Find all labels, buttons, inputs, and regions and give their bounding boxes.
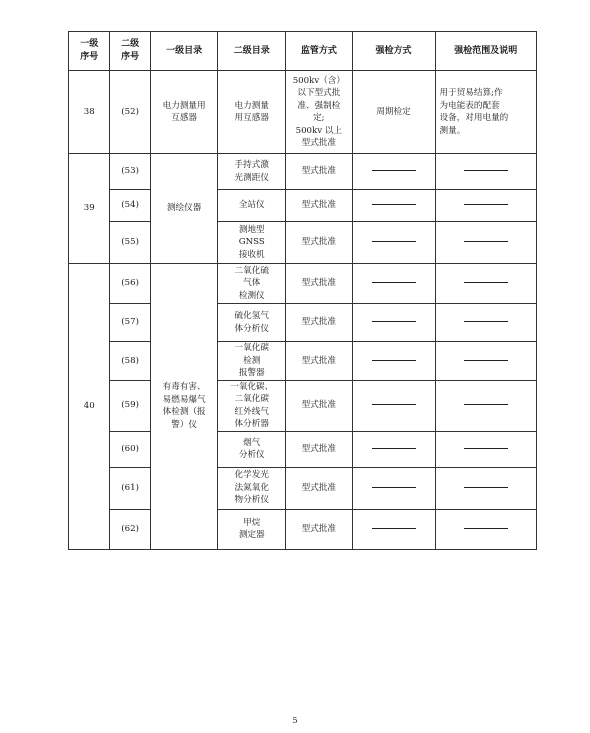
scope-note-cell [435,304,537,342]
dash-line [464,528,508,529]
inspection-mode-cell [352,380,435,431]
supervision-mode-cell: 500kv（含） 以下型式批 准、强制检 定; 500kv 以上 型式批准 [286,71,353,154]
dash-line [464,487,508,488]
level2-seq-cell: (60) [110,431,150,467]
inspection-mode-cell [352,304,435,342]
dash-line [372,404,416,405]
supervision-mode-cell: 型式批准 [286,222,353,264]
level2-catalog-cell: 化学发光 法氮氧化 物分析仪 [218,467,286,509]
supervision-mode-cell: 型式批准 [286,342,353,381]
level1-catalog-cell: 有毒有害、 易燃易爆气 体检测（报 警）仪 [150,264,218,550]
dash-line [372,241,416,242]
dash-line [372,170,416,171]
level2-seq-cell: (53) [110,154,150,190]
page-number: 5 [292,716,298,725]
supervision-mode-cell: 型式批准 [286,154,353,190]
inspection-mode-cell: 周期检定 [352,71,435,154]
dash-line [372,204,416,205]
level2-seq-cell: (52) [110,71,150,154]
table-row [69,509,537,549]
dash-line [372,321,416,322]
scope-note-cell [435,509,537,549]
dash-line [372,282,416,283]
header-level1-catalog: 一级目录 [150,32,218,71]
inspection-mode-cell [352,222,435,264]
table-row [69,71,537,154]
scope-note-cell [435,342,537,381]
catalog-table [68,31,537,550]
dash-line [464,321,508,322]
dash-line [372,360,416,361]
inspection-mode-cell [352,342,435,381]
dash-line [464,282,508,283]
supervision-mode-cell: 型式批准 [286,467,353,509]
dash-line [372,448,416,449]
level2-catalog-cell: 手持式激 光测距仪 [218,154,286,190]
table-row [69,190,537,222]
table-row [69,342,537,381]
header-level2-seq: 二级 序号 [110,32,150,71]
level1-seq-cell: 38 [69,71,110,154]
table-row [69,154,537,190]
header-scope-note: 强检范围及说明 [435,32,537,71]
level2-catalog-cell: 二氧化硫 气体 检测仪 [218,264,286,304]
scope-note-cell [435,154,537,190]
level2-catalog-cell: 测地型 GNSS 接收机 [218,222,286,264]
level2-catalog-cell: 全站仪 [218,190,286,222]
level2-seq-cell: (56) [110,264,150,304]
scope-note-cell [435,467,537,509]
dash-line [464,204,508,205]
inspection-mode-cell [352,509,435,549]
inspection-mode-cell [352,190,435,222]
supervision-mode-cell: 型式批准 [286,509,353,549]
supervision-mode-cell: 型式批准 [286,190,353,222]
level2-seq-cell: (62) [110,509,150,549]
level1-seq-cell: 40 [69,264,110,550]
scope-note-cell [435,431,537,467]
level2-seq-cell: (61) [110,467,150,509]
level1-seq-cell: 39 [69,154,110,264]
scope-note-cell [435,190,537,222]
supervision-mode-cell: 型式批准 [286,380,353,431]
supervision-mode-cell: 型式批准 [286,431,353,467]
scope-note-cell [435,222,537,264]
scope-note-cell: 用于贸易结算;作 为电能表的配套 设备，对用电量的 测量。 [435,71,537,154]
scope-note-cell [435,264,537,304]
level2-catalog-cell: 一氧化碳 检测 报警器 [218,342,286,381]
header-inspection-mode: 强检方式 [352,32,435,71]
dash-line [464,404,508,405]
table-header-row [69,32,537,71]
level2-catalog-cell: 电力测量 用互感器 [218,71,286,154]
level2-seq-cell: (57) [110,304,150,342]
level2-catalog-cell: 硫化氢气 体分析仪 [218,304,286,342]
table-row [69,264,537,304]
dash-line [372,487,416,488]
dash-line [464,170,508,171]
dash-line [464,448,508,449]
header-level1-seq: 一级 序号 [69,32,110,71]
level2-catalog-cell: 甲烷 测定器 [218,509,286,549]
level2-seq-cell: (54) [110,190,150,222]
inspection-mode-cell [352,264,435,304]
dash-line [464,360,508,361]
level2-seq-cell: (55) [110,222,150,264]
table-row [69,380,537,431]
level2-catalog-cell: 一氧化碳、 二氧化碳 红外线气 体分析器 [218,380,286,431]
inspection-mode-cell [352,431,435,467]
level1-catalog-cell: 电力测量用 互感器 [150,71,218,154]
table-row [69,431,537,467]
level2-catalog-cell: 烟气 分析仪 [218,431,286,467]
supervision-mode-cell: 型式批准 [286,304,353,342]
level2-seq-cell: (59) [110,380,150,431]
scope-note-cell [435,380,537,431]
supervision-mode-cell: 型式批准 [286,264,353,304]
table-row [69,304,537,342]
level2-seq-cell: (58) [110,342,150,381]
inspection-mode-cell [352,154,435,190]
table-row [69,467,537,509]
level1-catalog-cell: 测绘仪器 [150,154,218,264]
header-level2-catalog: 二级目录 [218,32,286,71]
header-supervision-mode: 监管方式 [286,32,353,71]
dash-line [372,528,416,529]
table-row [69,222,537,264]
inspection-mode-cell [352,467,435,509]
dash-line [464,241,508,242]
